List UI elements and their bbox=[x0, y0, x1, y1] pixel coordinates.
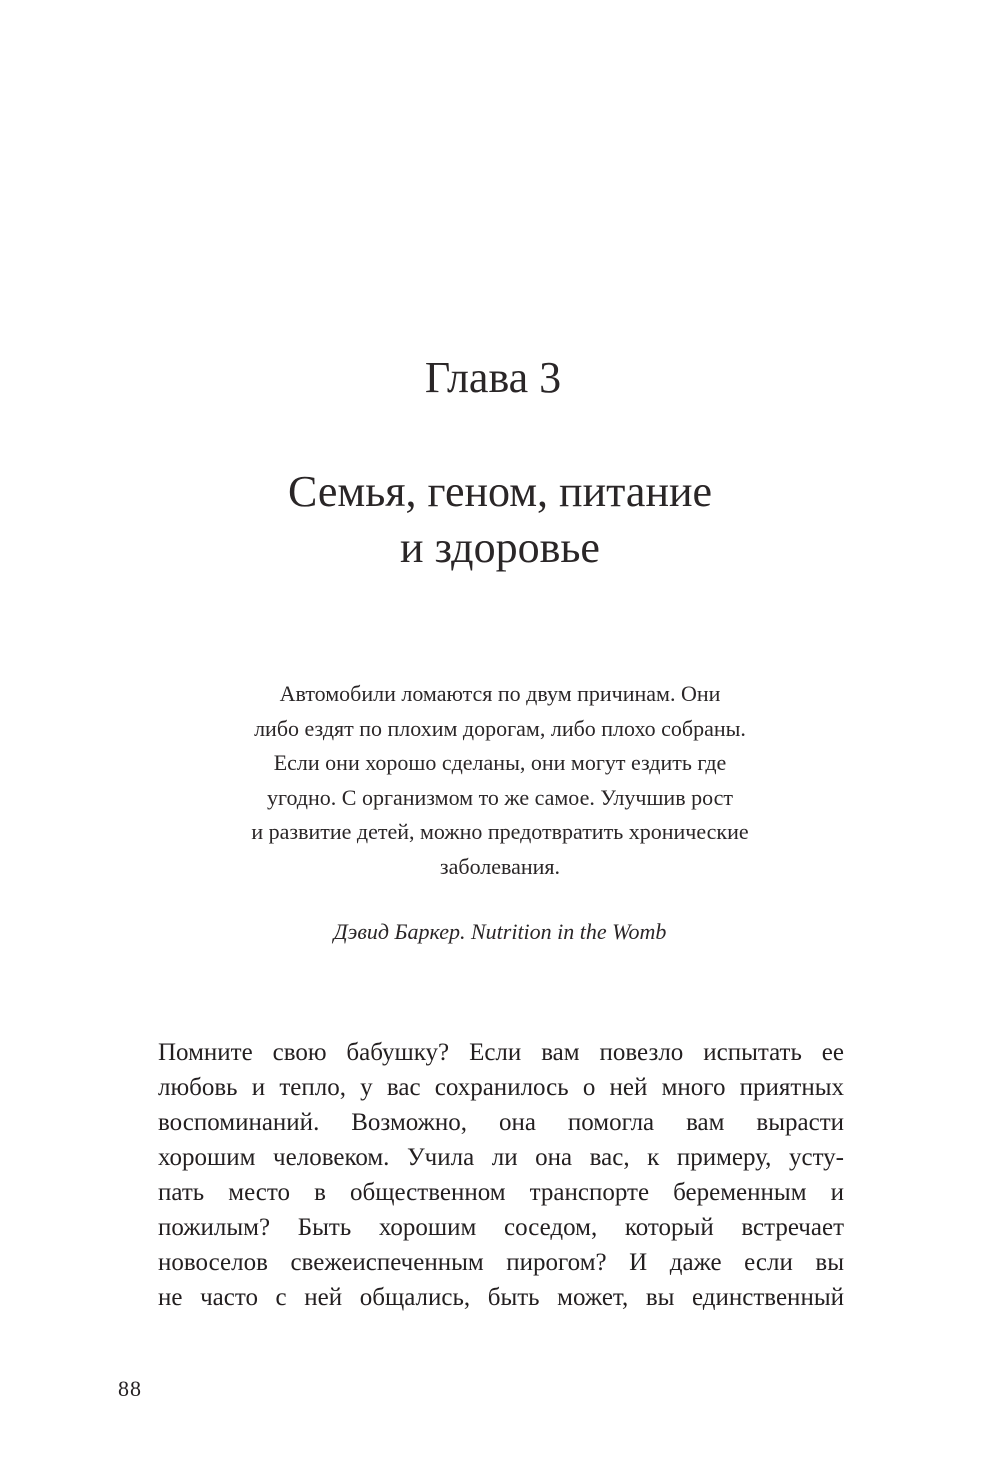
epigraph-line: Автомобили ломаются по двум причинам. Они bbox=[279, 681, 721, 706]
epigraph bbox=[150, 677, 850, 885]
body-line: Помните свою бабушку? Если вам повезло испытать ее bbox=[158, 1039, 844, 1066]
epigraph-line: и развитие детей, можно предотвратить хронические bbox=[251, 819, 749, 845]
chapter-title bbox=[0, 464, 1000, 576]
chapter-number: Глава 3 bbox=[424, 353, 562, 402]
body-line: пожилым? Быть хорошим соседом, который встречает bbox=[158, 1214, 844, 1241]
page-number: 88 bbox=[118, 1376, 142, 1401]
body-line: любовь и тепло, у вас сохранилось о ней много приятных bbox=[158, 1074, 844, 1101]
epigraph-line: Если они хорошо сделаны, они могут ездить где bbox=[273, 750, 727, 776]
body-line: новоселов свежеиспеченным пирогом? И даже если вы bbox=[158, 1249, 844, 1276]
body-line: не часто с ней общались, быть может, вы единственный bbox=[158, 1284, 844, 1311]
epigraph-line: либо ездят по плохим дорогам, либо плохо собраны. bbox=[254, 715, 746, 741]
epigraph-line: заболевания. bbox=[439, 853, 561, 879]
body-line: хорошим человеком. Учила ли она вас, к примеру, усту- bbox=[158, 1144, 844, 1171]
epigraph-source: Дэвид Баркер. Nutrition in the Womb bbox=[333, 919, 667, 944]
body-line: пать место в общественном транспорте беременным и bbox=[158, 1179, 844, 1206]
chapter-title-line: Семья, геном, питание bbox=[287, 467, 713, 516]
epigraph-line: угодно. С организмом то же самое. Улучшив рост bbox=[266, 784, 734, 810]
body-line: воспоминаний. Возможно, она помогла вам вырасти bbox=[158, 1109, 844, 1136]
chapter-title-line: и здоровье bbox=[400, 523, 600, 572]
body-paragraph bbox=[158, 1035, 844, 1315]
